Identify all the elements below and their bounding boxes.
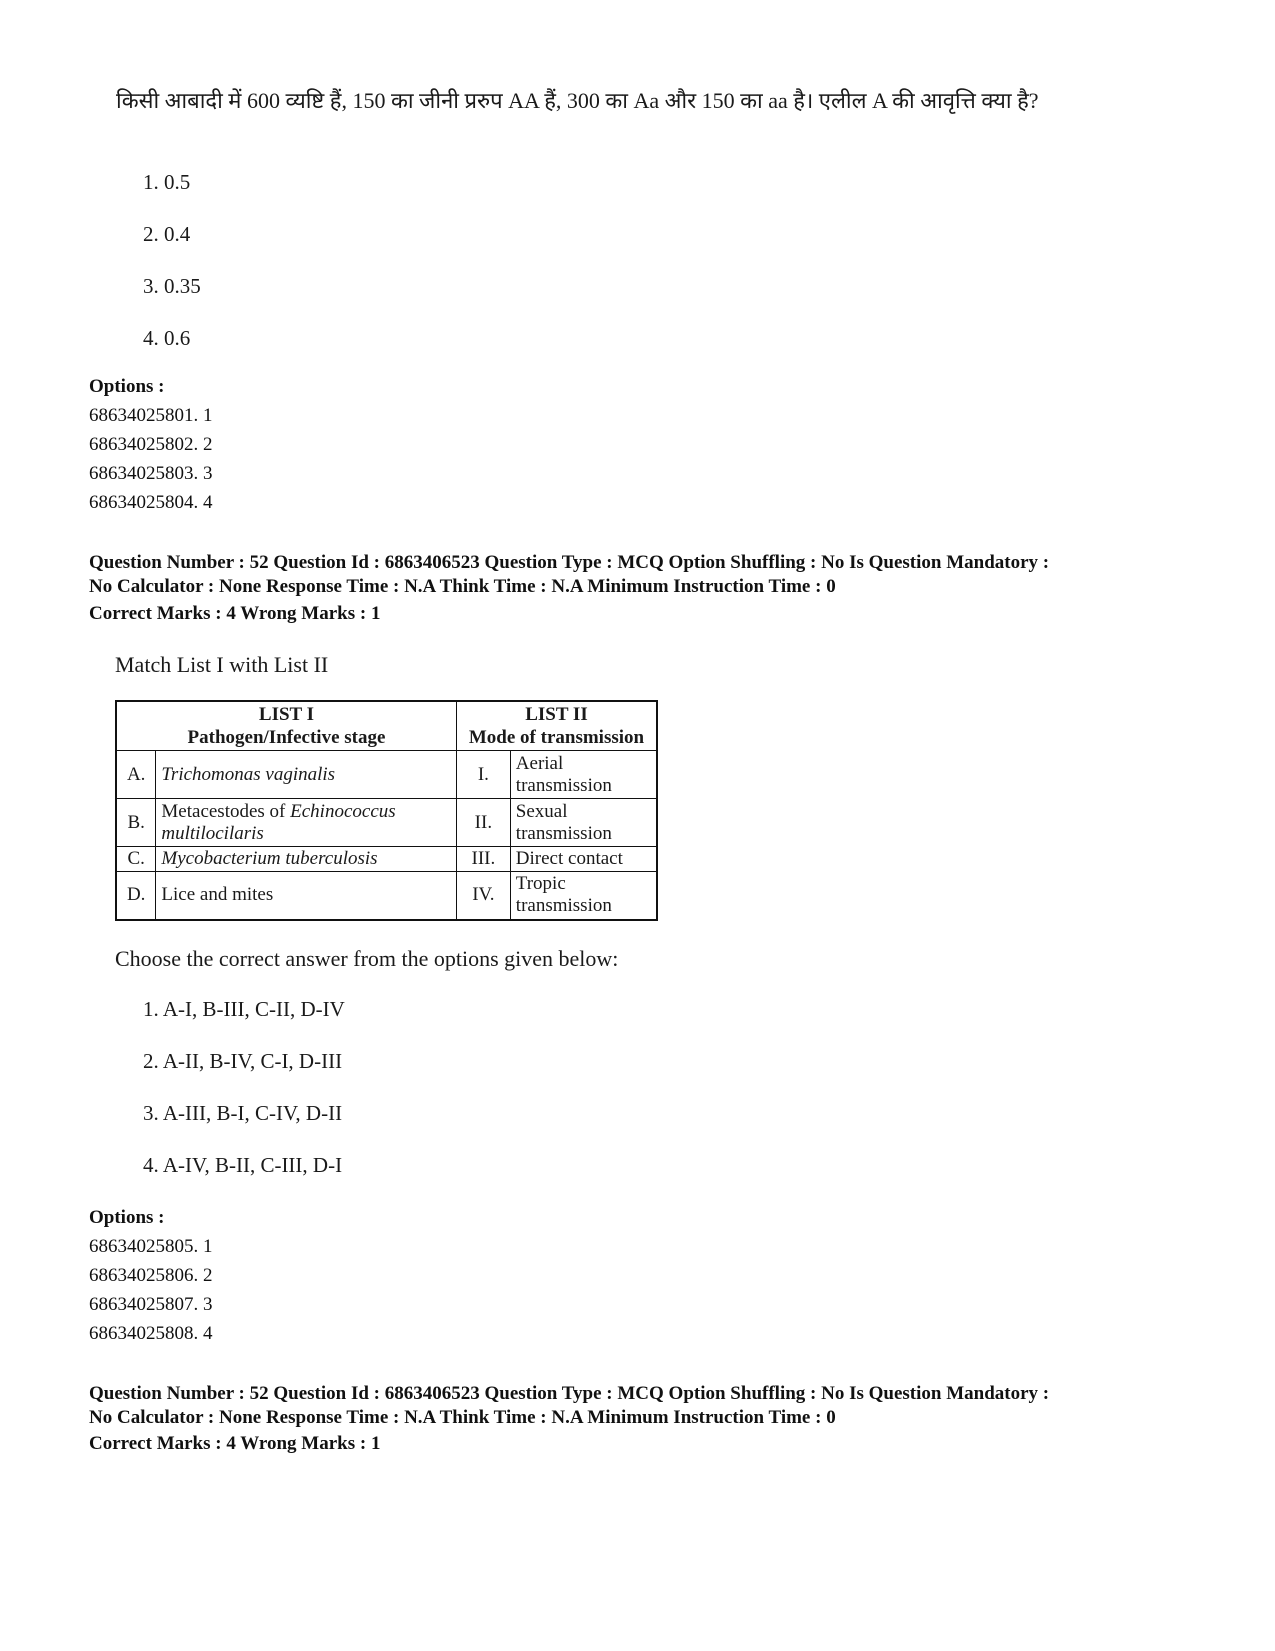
table-row: [116, 872, 657, 920]
pathogen-italic: Echinococcus multilocilaris: [161, 800, 396, 844]
row-roman: II.: [456, 799, 510, 847]
row-letter: C.: [116, 847, 156, 872]
options-list: [89, 401, 213, 517]
option-id: 68634025807. 3: [89, 1294, 213, 1315]
table-row: [116, 799, 657, 847]
row-roman: III.: [456, 847, 510, 872]
question-meta-line: Question Number : 52 Question Id : 6863406523 Question Type : MCQ Option Shuffling : No Is Question Mandatory :: [89, 552, 1050, 573]
pathogen-cell: [156, 751, 457, 799]
option-id: 68634025804. 4: [89, 492, 213, 513]
match-table: [115, 700, 658, 921]
choice-1: 1. 0.5: [143, 170, 191, 194]
option-id: 68634025803. 3: [89, 463, 213, 484]
options-label: Options :: [89, 376, 165, 397]
question-meta-line: No Calculator : None Response Time : N.A Think Time : N.A Minimum Instruction Time : 0: [89, 1407, 836, 1428]
table-row: [116, 847, 657, 872]
pathogen-text: Metacestodes of: [161, 800, 291, 822]
row-letter: D.: [116, 872, 156, 920]
choice-4: 4. A-IV, B-II, C-III, D-I: [143, 1153, 343, 1177]
options-list: [89, 1232, 213, 1348]
list-two-title: LIST II: [525, 704, 588, 725]
marks-line: Correct Marks : 4 Wrong Marks : 1: [89, 1433, 381, 1454]
question-text: किसी आबादी में 600 व्यष्टि हैं, 150 का जीनी प्ररुप AA हैं, 300 का Aa और 150 का aa है। एलील A की आवृत्ति क्या है?: [116, 88, 1039, 113]
pathogen-cell: [156, 872, 457, 920]
options-label: Options :: [89, 1207, 165, 1228]
mode-cell: Sexual transmission: [510, 799, 657, 847]
question-meta-line: No Calculator : None Response Time : N.A Think Time : N.A Minimum Instruction Time : 0: [89, 576, 836, 597]
option-id: 68634025806. 2: [89, 1265, 213, 1286]
row-letter: B.: [116, 799, 156, 847]
row-roman: I.: [456, 751, 510, 799]
mode-cell: Tropic transmission: [510, 872, 657, 920]
pathogen-text: Lice and mites: [161, 884, 274, 906]
row-roman: IV.: [456, 872, 510, 920]
marks-line: Correct Marks : 4 Wrong Marks : 1: [89, 603, 381, 624]
list-two-subtitle: Mode of transmission: [468, 727, 645, 748]
choice-3: 3. A-III, B-I, C-IV, D-II: [143, 1101, 343, 1125]
pathogen-cell: [156, 799, 457, 847]
question-meta-line: Question Number : 52 Question Id : 6863406523 Question Type : MCQ Option Shuffling : No Is Question Mandatory :: [89, 1383, 1050, 1404]
mode-cell: Aerial transmission: [510, 751, 657, 799]
mode-cell: Direct contact: [510, 847, 657, 872]
option-id: 68634025802. 2: [89, 434, 213, 455]
list-one-subtitle: Pathogen/Infective stage: [187, 727, 386, 748]
choice-4: 4. 0.6: [143, 326, 191, 350]
list-one-header: [116, 701, 456, 751]
pathogen-cell: [156, 847, 457, 872]
option-id: 68634025808. 4: [89, 1323, 213, 1344]
choice-3: 3. 0.35: [143, 274, 201, 298]
list-one-title: LIST I: [258, 704, 315, 725]
question-meta: [89, 551, 1239, 599]
choose-instruction: Choose the correct answer from the options given below:: [115, 946, 619, 971]
option-id: 68634025805. 1: [89, 1236, 213, 1257]
option-id: 68634025801. 1: [89, 405, 213, 426]
choice-2: 2. A-II, B-IV, C-I, D-III: [143, 1049, 343, 1073]
choice-1: 1. A-I, B-III, C-II, D-IV: [143, 997, 345, 1021]
row-letter: A.: [116, 751, 156, 799]
pathogen-italic: Mycobacterium tuberculosis: [161, 848, 378, 869]
question-meta: [89, 1382, 1239, 1430]
question-prompt: Match List I with List II: [115, 652, 329, 677]
list-two-header: [456, 701, 657, 751]
choice-2: 2. 0.4: [143, 222, 191, 246]
table-row: [116, 751, 657, 799]
pathogen-italic: Trichomonas vaginalis: [161, 763, 336, 785]
